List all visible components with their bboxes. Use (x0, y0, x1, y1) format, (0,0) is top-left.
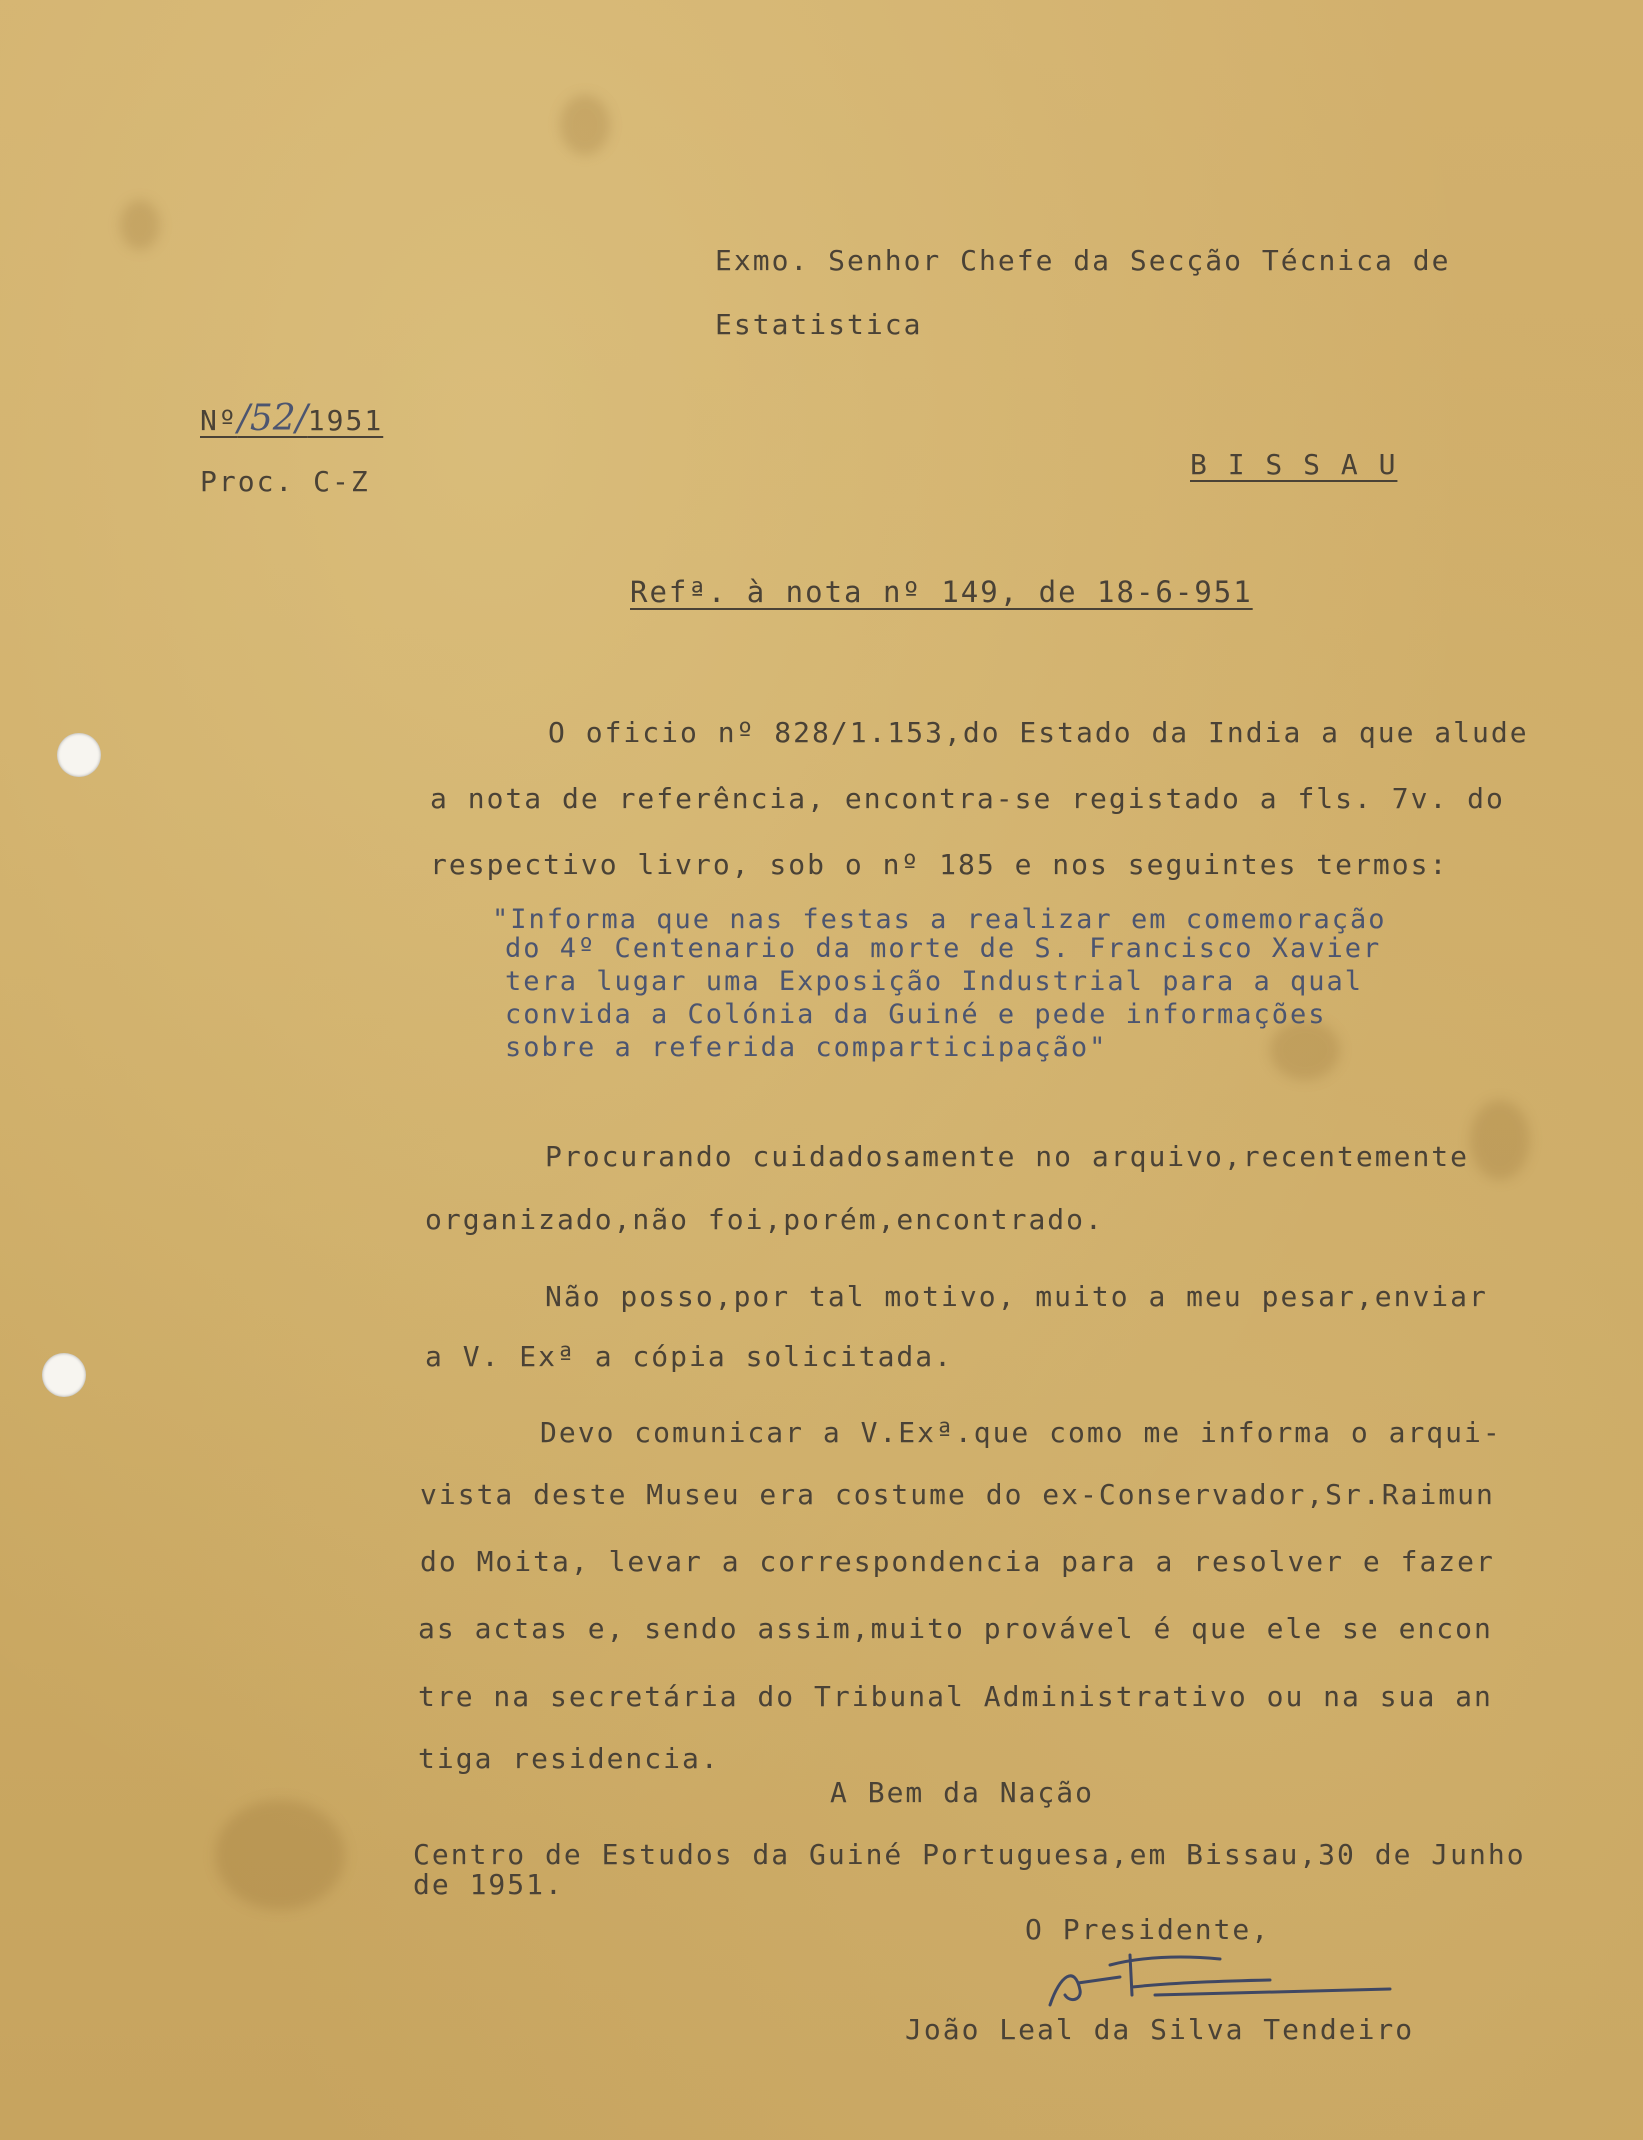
paper-stain (120, 200, 160, 250)
punch-hole (42, 1353, 86, 1397)
paragraph-1-line: respectivo livro, sob o nº 185 e nos seguintes termos: (430, 848, 1449, 881)
subject-reference: Refª. à nota nº 149, de 18-6-951 (630, 575, 1253, 609)
reference-number-year: 1951 (307, 404, 384, 437)
place-date-line: de 1951. (413, 1868, 564, 1901)
quote-line: sobre a referida comparticipação" (505, 1032, 1108, 1063)
paragraph-4-line: tiga residencia. (418, 1742, 720, 1775)
paragraph-3-line: a V. Exª a cópia solicitada. (425, 1340, 954, 1373)
reference-number-handwritten: /52/ (237, 398, 308, 439)
quote-line: tera lugar uma Exposição Industrial para a qual (505, 966, 1364, 997)
paragraph-2-line: Procurando cuidadosamente no arquivo,recentemente (545, 1140, 1470, 1173)
signatory-name: João Leal da Silva Tendeiro (905, 2013, 1415, 2046)
paper-stain (215, 1800, 345, 1910)
handwritten-signature (1020, 1935, 1410, 2015)
paper-stain (560, 95, 610, 155)
quote-line: do 4º Centenario da morte de S. Francisco Xavier (505, 933, 1382, 964)
addressee-city: B I S S A U (1190, 448, 1398, 481)
paragraph-4-line: tre na secretária do Tribunal Administrativo ou na sua an (418, 1680, 1493, 1713)
paragraph-4-line: as actas e, sendo assim,muito provável é que ele se encon (418, 1612, 1493, 1645)
quote-line: "Informa que nas festas a realizar em comemoração (492, 904, 1387, 935)
paragraph-4-line: do Moita, levar a correspondencia para a resolver e fazer (420, 1545, 1495, 1578)
paragraph-4-line: Devo comunicar a V.Exª.que como me informa o arqui- (540, 1416, 1502, 1449)
reference-number (200, 398, 383, 439)
addressee-line-1: Exmo. Senhor Chefe da Secção Técnica de (715, 244, 1451, 277)
process-code: Proc. C-Z (200, 465, 370, 498)
paragraph-3-line: Não posso,por tal motivo, muito a meu pesar,enviar (545, 1280, 1488, 1313)
paragraph-1-line: O oficio nº 828/1.153,do Estado da India a que alude (548, 716, 1529, 749)
paper-stain (1470, 1100, 1530, 1180)
punch-hole (57, 733, 101, 777)
signatory-title: O Presidente, (1025, 1913, 1271, 1946)
paragraph-1-line: a nota de referência, encontra-se registado a fls. 7v. do (430, 782, 1505, 815)
quote-line: convida a Colónia da Guiné e pede informações (505, 999, 1327, 1030)
paragraph-4-line: vista deste Museu era costume do ex-Conservador,Sr.Raimun (420, 1478, 1495, 1511)
place-date-line: Centro de Estudos da Guiné Portuguesa,em Bissau,30 de Junho (413, 1838, 1526, 1871)
reference-number-prefix: Nº (200, 404, 238, 437)
closing-salutation: A Bem da Nação (830, 1776, 1095, 1809)
addressee-line-2: Estatistica (715, 308, 923, 341)
paragraph-2-line: organizado,não foi,porém,encontrado. (425, 1203, 1104, 1236)
